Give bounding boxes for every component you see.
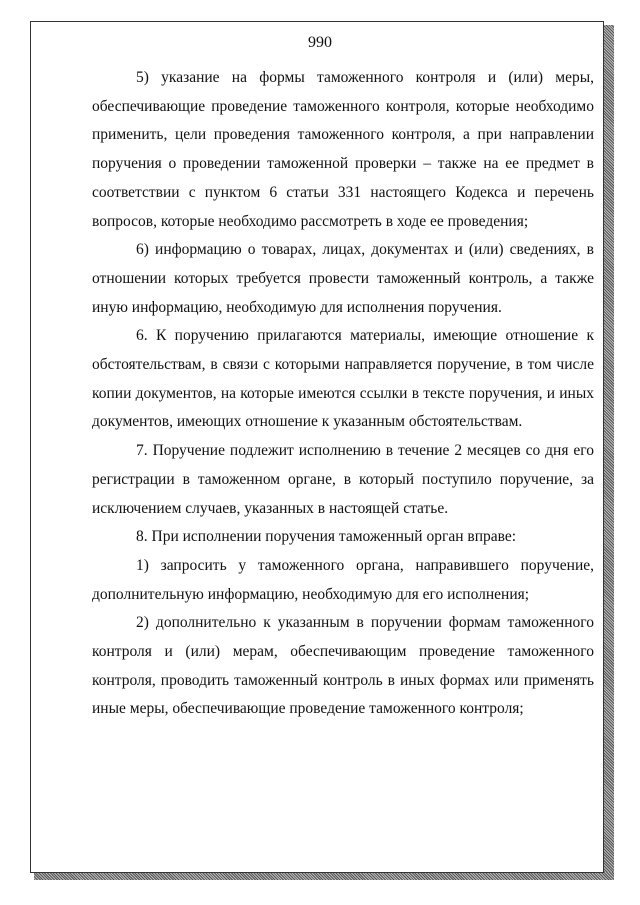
paragraph-part-8-item-2: 2) дополнительно к указанным в поручении формам таможенного контроля и (или) мерам, обеспечивающим проведение таможенного контроля, проводить таможенный контроль в иных формах или применять иные меры, обеспечивающие проведение таможенного контроля; (92, 614, 594, 718)
page-shadow-right (603, 25, 614, 877)
page-shadow-bottom (34, 872, 614, 880)
paragraph-part-7: 7. Поручение подлежит исполнению в течение 2 месяцев со дня его регистрации в таможенном органе, в который поступило поручение, за исключением случаев, указанных в настоящей статье. (92, 442, 594, 517)
paragraph-part-8: 8. При исполнении поручения таможенный орган вправе: (136, 528, 517, 546)
document-body (92, 64, 594, 724)
paragraph-part-6: 6. К поручению прилагаются материалы, имеющие отношение к обстоятельствам, в связи с которыми направляется поручение, в том числе копии документов, на которые имеются ссылки в тексте поручения, и иных документов, имеющих отношение к указанным обстоятельствам. (92, 327, 594, 431)
page-number: 990 (308, 34, 332, 51)
paragraph-item-5: 5) указание на формы таможенного контроля и (или) меры, обеспечивающие проведение таможенного контроля, которые необходимо применить, цели проведения таможенного контроля, а при направлении поручения о проведении таможенной проверки – также на ее предмет в соответствии с пунктом 6 статьи 331 настоящего Кодекса и перечень вопросов, которые необходимо рассмотреть в ходе ее проведения; (92, 69, 594, 230)
paragraph-part-8-item-1: 1) запросить у таможенного органа, направившего поручение, дополнительную информацию, необходимую для его исполнения; (92, 556, 594, 603)
paragraph-item-6: 6) информацию о товарах, лицах, документах и (или) сведениях, в отношении которых требуется провести таможенный контроль, а также иную информацию, необходимую для исполнения поручения. (92, 241, 594, 316)
